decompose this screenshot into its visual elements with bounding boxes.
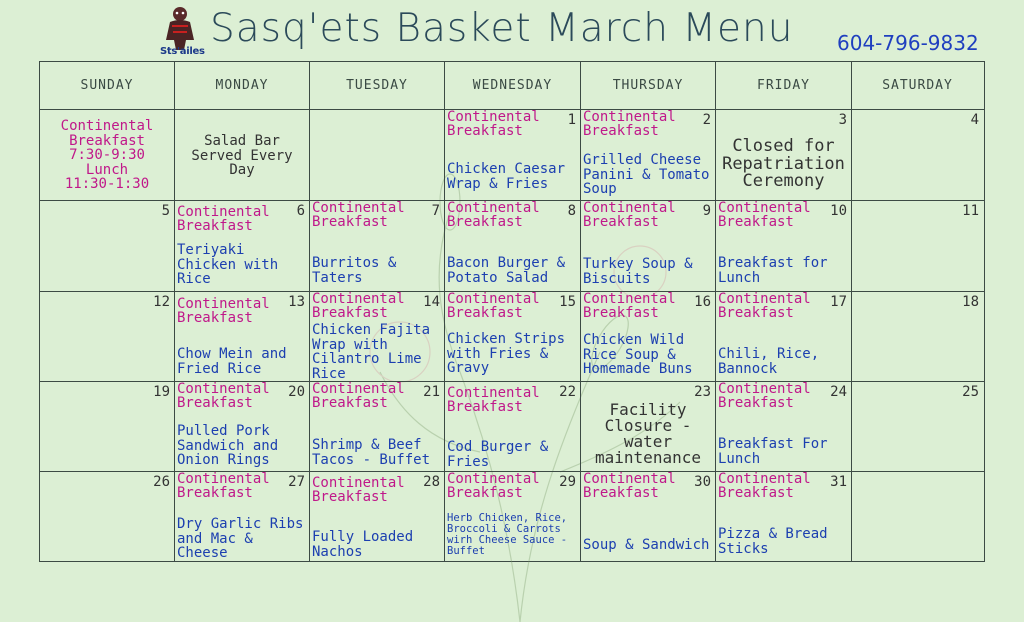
lunch-item: Chow Mein and Fried Rice <box>177 346 287 377</box>
closure-line: Closure - <box>604 416 692 435</box>
day-cell-14 <box>310 292 445 381</box>
day-number: 26 <box>153 474 170 490</box>
day-number: 10 <box>830 203 847 219</box>
lunch-item: Shrimp & Beef Tacos - Buffet <box>312 437 431 468</box>
day-cell-7 <box>310 201 445 291</box>
day-cell-31 <box>716 472 852 561</box>
day-cell-1 <box>445 110 581 200</box>
calendar-grid <box>39 61 985 562</box>
day-number: 22 <box>559 384 576 400</box>
lunch-item: Chicken Strips with Fries & Gravy <box>447 331 566 376</box>
breakfast-label: Continental Breakfast <box>583 201 676 230</box>
closure-line: Ceremony <box>742 171 825 191</box>
day-number: 20 <box>288 384 305 400</box>
breakfast-label: Continental Breakfast <box>312 201 405 230</box>
week-row-5 <box>40 472 984 561</box>
week-row-2 <box>40 201 984 292</box>
hours-info <box>40 119 174 192</box>
day-cell-12 <box>40 292 175 381</box>
day-number: 9 <box>702 203 711 219</box>
header-thursday: THURSDAY <box>581 62 716 109</box>
day-cell-30 <box>581 472 716 561</box>
breakfast-label: Continental Breakfast <box>447 110 540 139</box>
breakfast-label: Continental Breakfast <box>312 292 405 321</box>
breakfast-label: Continental Breakfast <box>583 472 676 501</box>
breakfast-label: Continental Breakfast <box>177 204 270 234</box>
day-number: 24 <box>830 384 847 400</box>
day-cell-5 <box>40 201 175 291</box>
header-saturday: SATURDAY <box>882 78 953 93</box>
header-monday: MONDAY <box>175 62 310 109</box>
breakfast-label: Continental Breakfast <box>447 385 540 415</box>
day-cell-3 <box>716 110 852 200</box>
day-number: 14 <box>423 294 440 310</box>
day-number: 17 <box>830 294 847 310</box>
header-wednesday: WEDNESDAY <box>445 62 581 109</box>
day-cell-16 <box>581 292 716 381</box>
day-number: 29 <box>559 474 576 490</box>
breakfast-label: Continental Breakfast <box>718 382 811 411</box>
closure-line: Closed for <box>732 136 835 156</box>
breakfast-label: Continental Breakfast <box>312 382 405 411</box>
lunch-item: Teriyaki Chicken with Rice <box>177 242 279 287</box>
lunch-item: Soup & Sandwich <box>583 537 710 553</box>
hours-line: 7:30-9:30 <box>69 147 145 163</box>
logo-text: Sts'ailes <box>160 46 205 57</box>
lunch-item: Chicken Wild Rice Soup & Homemade Buns <box>583 332 693 377</box>
day-number: 21 <box>423 384 440 400</box>
day-number: 7 <box>431 203 440 219</box>
closure-line: Facility <box>609 400 687 419</box>
day-cell-empty <box>852 472 983 561</box>
day-number: 27 <box>288 474 305 490</box>
breakfast-label: Continental Breakfast <box>583 292 676 321</box>
day-number: 1 <box>567 112 576 128</box>
header-tuesday: TUESDAY <box>310 62 445 109</box>
breakfast-label: Continental Breakfast <box>447 292 540 321</box>
lunch-item: Cod Burger & Fries <box>447 439 549 470</box>
day-number: 11 <box>962 203 979 219</box>
day-number: 5 <box>161 203 170 219</box>
closure-line: water <box>623 432 673 451</box>
day-cell-empty <box>310 110 445 200</box>
breakfast-label: Continental Breakfast <box>718 201 811 230</box>
phone-number: 604-796-9832 <box>837 31 979 55</box>
day-cell-27 <box>175 472 310 561</box>
lunch-item: Burritos & Taters <box>312 255 397 286</box>
header-sunday: SUNDAY <box>40 62 175 109</box>
closure-line: maintenance <box>595 448 701 467</box>
hours-line: 11:30-1:30 <box>64 176 150 192</box>
breakfast-label: Continental Breakfast <box>583 110 676 139</box>
day-cell-24 <box>716 382 852 471</box>
page-title: Sasq'ets Basket March Menu <box>210 6 794 51</box>
closure-notice <box>581 402 715 466</box>
day-number: 30 <box>694 474 711 490</box>
day-cell-13 <box>175 292 310 381</box>
lunch-item: Chicken Caesar Wrap & Fries <box>447 161 566 192</box>
day-cell-2 <box>581 110 716 200</box>
breakfast-label: Continental Breakfast <box>177 296 270 326</box>
breakfast-label: Continental Breakfast <box>447 472 540 501</box>
day-number: 4 <box>970 112 979 128</box>
day-cell-20 <box>175 382 310 471</box>
info-line: Day <box>229 162 255 178</box>
day-number: 8 <box>567 203 576 219</box>
day-number: 12 <box>153 294 170 310</box>
day-cell-29 <box>445 472 581 561</box>
day-cell-11 <box>852 201 983 291</box>
lunch-item: Pizza & Bread Sticks <box>718 526 828 557</box>
hours-line: Breakfast <box>69 132 145 149</box>
day-number: 19 <box>153 384 170 400</box>
day-cell-21 <box>310 382 445 471</box>
day-number: 6 <box>296 203 305 219</box>
day-cell-23 <box>581 382 716 471</box>
breakfast-label: Continental Breakfast <box>718 292 811 321</box>
day-number: 23 <box>694 384 711 400</box>
breakfast-label: Continental Breakfast <box>312 475 405 505</box>
week-row-1 <box>40 110 984 201</box>
lunch-item: Turkey Soup & Biscuits <box>583 256 693 287</box>
salad-bar-info <box>175 134 309 178</box>
weekday-header-row <box>40 62 984 110</box>
hours-line: Lunch <box>85 161 129 178</box>
day-number: 18 <box>962 294 979 310</box>
week-row-3 <box>40 292 984 382</box>
breakfast-label: Continental Breakfast <box>177 472 270 501</box>
hours-line: Continental <box>60 118 154 134</box>
lunch-item: Breakfast for Lunch <box>718 255 828 286</box>
day-cell-28 <box>310 472 445 561</box>
lunch-item: Dry Garlic Ribs and Mac & Cheese <box>177 516 304 561</box>
day-number: 2 <box>702 112 711 128</box>
lunch-item: Bacon Burger & Potato Salad <box>447 255 566 286</box>
breakfast-label: Continental Breakfast <box>447 201 540 230</box>
lunch-item: Pulled Pork Sandwich and Onion Rings <box>177 423 279 468</box>
lunch-item: Fully Loaded Nachos <box>312 529 414 560</box>
day-cell-monday-info <box>175 110 310 200</box>
header <box>0 0 1024 60</box>
day-number: 13 <box>288 294 305 310</box>
day-number: 31 <box>830 474 847 490</box>
week-row-4 <box>40 382 984 472</box>
info-line: Served Every <box>191 147 293 164</box>
info-line: Salad Bar <box>204 133 280 149</box>
lunch-item: Chicken Fajita Wrap with Cilantro Lime Rice <box>312 322 431 381</box>
lunch-item: Herb Chicken, Rice, Broccoli & Carrots wirh Cheese Sauce - Buffet <box>447 512 568 557</box>
day-cell-4 <box>852 110 983 200</box>
day-cell-15 <box>445 292 581 381</box>
day-number: 28 <box>423 474 440 490</box>
day-number: 3 <box>838 112 847 128</box>
day-number: 15 <box>559 294 576 310</box>
lunch-item: Breakfast For Lunch <box>718 436 828 467</box>
day-cell-22 <box>445 382 581 471</box>
breakfast-label: Continental Breakfast <box>718 472 811 501</box>
day-cell-19 <box>40 382 175 471</box>
lunch-item: Grilled Cheese Panini & Tomato Soup <box>583 152 710 197</box>
day-cell-sunday-info <box>40 110 175 200</box>
day-number: 16 <box>694 294 711 310</box>
day-cell-18 <box>852 292 983 381</box>
closure-notice <box>716 138 851 191</box>
day-cell-25 <box>852 382 983 471</box>
closure-line: Repatriation <box>722 153 845 174</box>
breakfast-label: Continental Breakfast <box>177 382 270 411</box>
day-cell-9 <box>581 201 716 291</box>
day-cell-10 <box>716 201 852 291</box>
day-number: 25 <box>962 384 979 400</box>
header-friday: FRIDAY <box>716 62 852 109</box>
day-cell-6 <box>175 201 310 291</box>
day-cell-17 <box>716 292 852 381</box>
day-cell-8 <box>445 201 581 291</box>
day-cell-26 <box>40 472 175 561</box>
lunch-item: Chili, Rice, Bannock <box>718 346 820 377</box>
